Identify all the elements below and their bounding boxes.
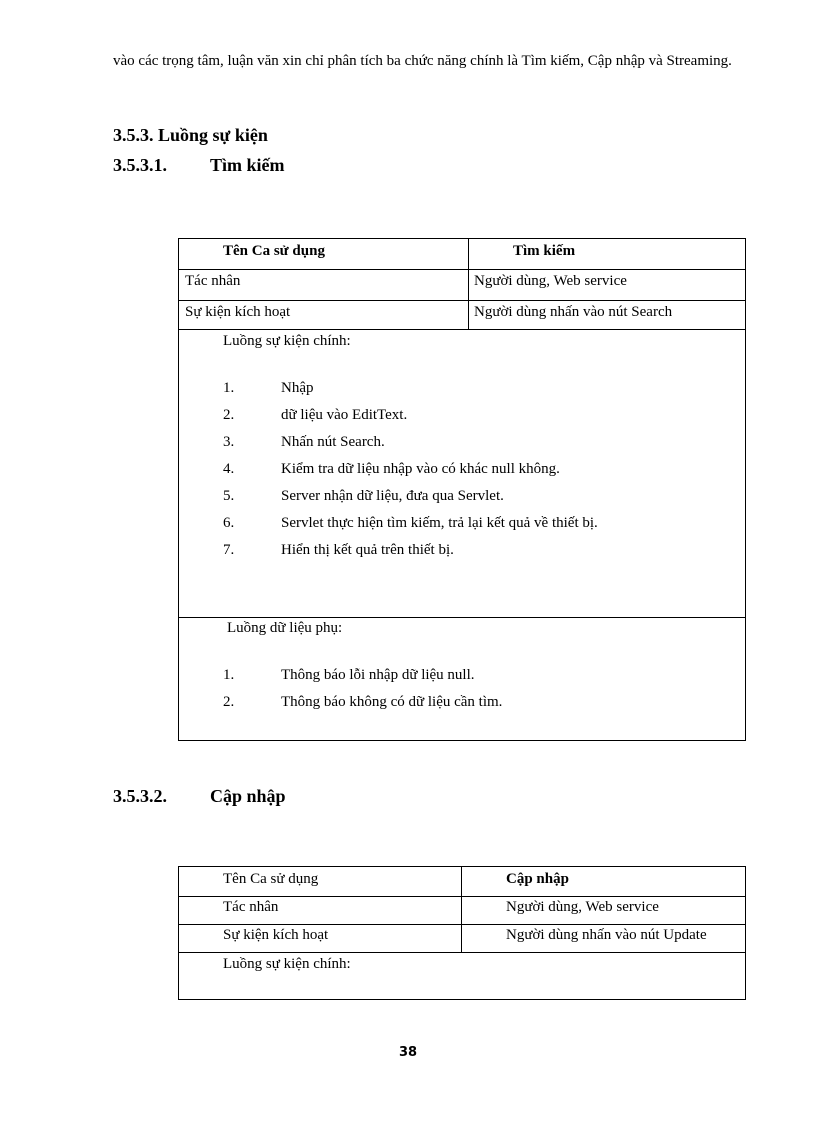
list-item: Servlet thực hiện tìm kiếm, trả lại kết quả về thiết bị.: [281, 515, 598, 531]
list-item: Nhập: [281, 380, 314, 396]
list-item-number: 3.: [223, 434, 235, 450]
heading-3-5-3-1-number: 3.5.3.1.: [113, 155, 167, 175]
heading-3-5-3-2-title: Cập nhập: [210, 786, 286, 806]
trigger-label: Sự kiện kích hoạt: [185, 304, 291, 320]
main-flow-title: Luồng sự kiện chính:: [223, 333, 351, 349]
column-divider: [468, 239, 469, 330]
heading-3-5-3-1-title: Tìm kiếm: [210, 155, 285, 175]
header-left-cell: Tên Ca sử dụng: [223, 871, 319, 887]
use-case-table-search: [178, 238, 746, 741]
header-right-cell: Cập nhập: [506, 871, 569, 887]
list-item: Hiển thị kết quả trên thiết bị.: [281, 542, 454, 558]
trigger-label: Sự kiện kích hoạt: [223, 927, 329, 943]
list-item-number: 1.: [223, 380, 235, 396]
trigger-value: Người dùng nhấn vào nút Update: [506, 927, 707, 943]
page-number: 38: [398, 1045, 418, 1060]
main-flow-title: Luồng sự kiện chính:: [223, 956, 351, 972]
list-item-number: 2.: [223, 407, 235, 423]
list-item: dữ liệu vào EditText.: [281, 407, 408, 423]
column-divider: [461, 867, 462, 953]
table-row-actor: [179, 270, 745, 301]
alt-flow-title: Luồng dữ liệu phụ:: [227, 620, 343, 636]
list-item-number: 1.: [223, 667, 235, 683]
list-item: Server nhận dữ liệu, đưa qua Servlet.: [281, 488, 504, 504]
list-item-number: 7.: [223, 542, 235, 558]
heading-3-5-3: 3.5.3. Luồng sự kiện: [113, 125, 268, 145]
list-item: Thông báo lỗi nhập dữ liệu null.: [281, 667, 475, 683]
list-item: Kiểm tra dữ liệu nhập vào có khác null không.: [281, 461, 560, 477]
list-item-number: 6.: [223, 515, 235, 531]
intro-paragraph: vào các trọng tâm, luận văn xin chỉ phân tích ba chức năng chính là Tìm kiếm, Cập nhập và Streaming.: [113, 53, 732, 69]
list-item: Thông báo không có dữ liệu cần tìm.: [281, 694, 503, 710]
header-left-cell: Tên Ca sử dụng: [223, 243, 325, 259]
list-item-number: 5.: [223, 488, 235, 504]
list-item-number: 2.: [223, 694, 235, 710]
actor-label: Tác nhân: [185, 273, 241, 289]
trigger-value: Người dùng nhấn vào nút Search: [474, 304, 673, 320]
actor-value: Người dùng, Web service: [474, 273, 627, 289]
header-right-cell: Tìm kiếm: [513, 243, 576, 259]
actor-value: Người dùng, Web service: [506, 899, 659, 915]
heading-3-5-3-2-number: 3.5.3.2.: [113, 786, 167, 806]
list-item-number: 4.: [223, 461, 235, 477]
use-case-table-update: [178, 866, 746, 1000]
list-item: Nhấn nút Search.: [281, 434, 385, 450]
actor-label: Tác nhân: [223, 899, 279, 915]
